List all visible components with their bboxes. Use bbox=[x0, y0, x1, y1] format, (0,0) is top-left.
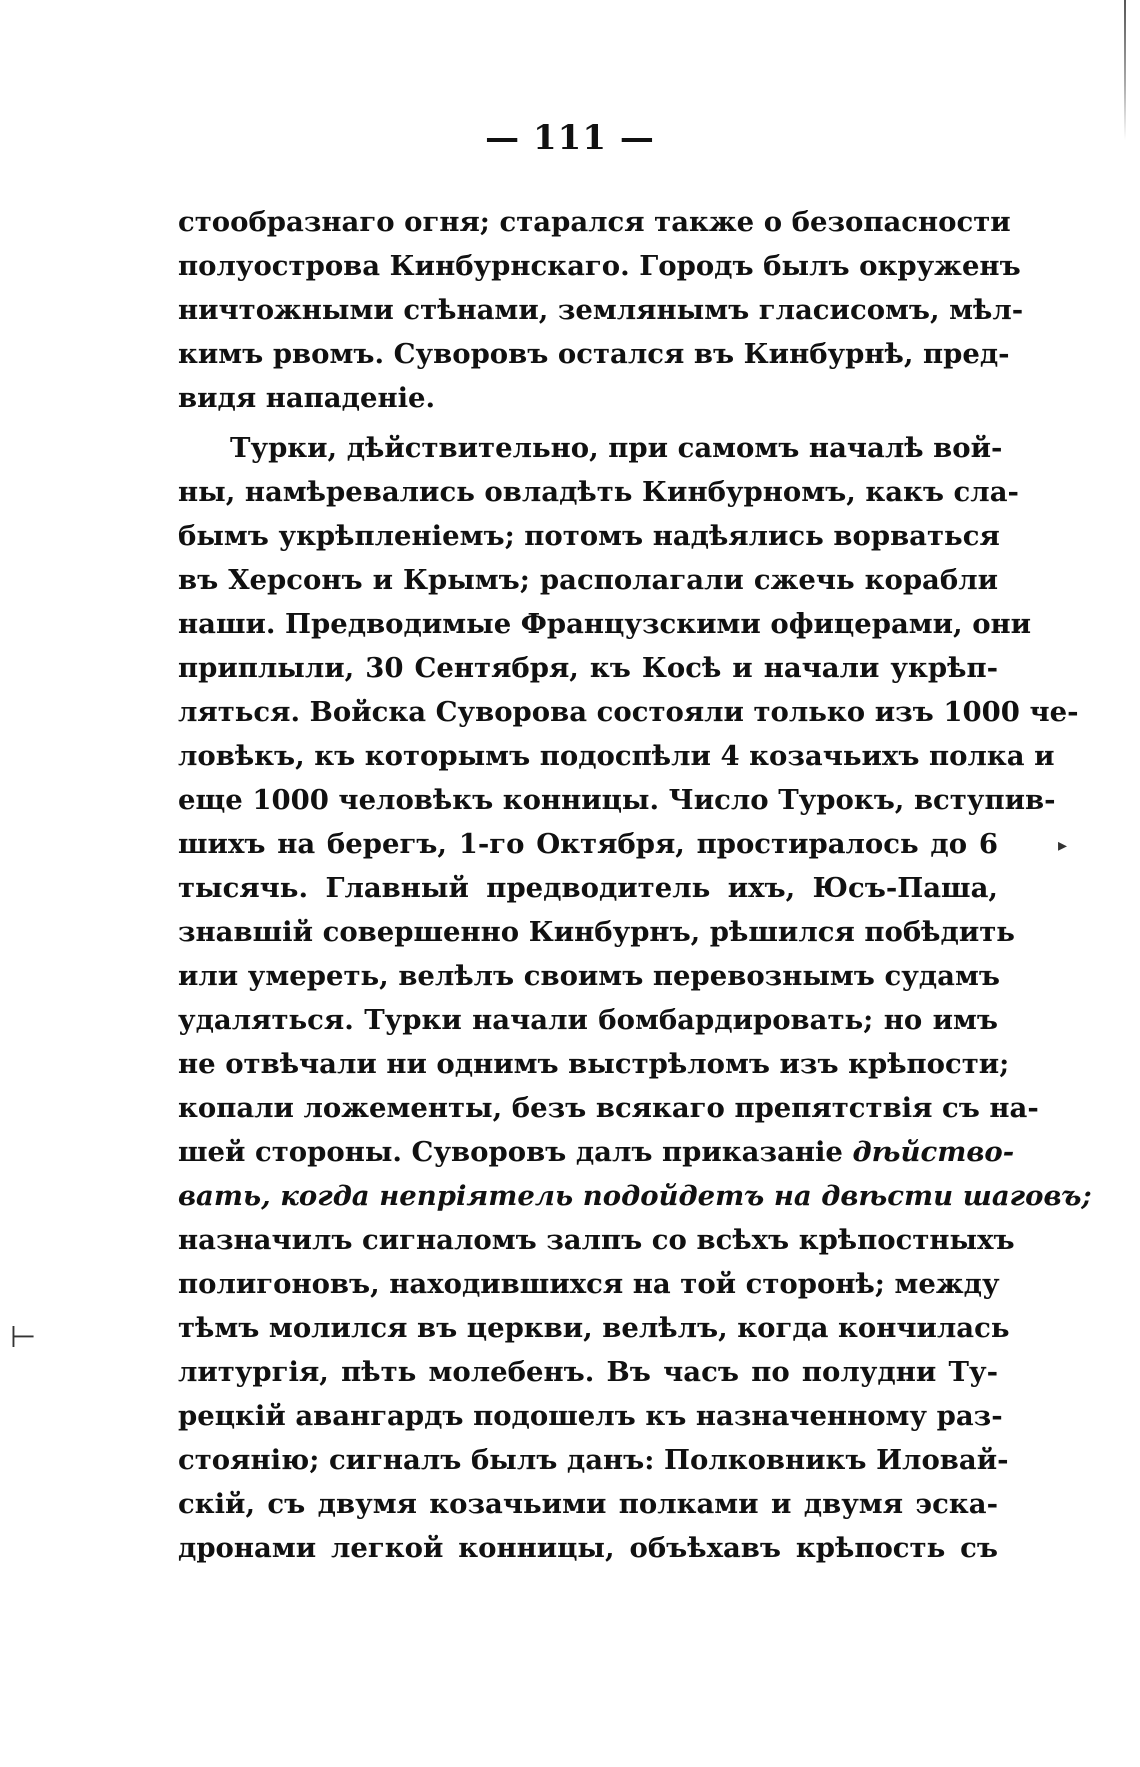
text-line: наши. Предводимые Французскими офицерами, они bbox=[178, 608, 1032, 640]
text-line: или умереть, велѣлъ своимъ перевознымъ судамъ bbox=[178, 960, 1000, 992]
text-line: ляться. Войска Суворова состояли только изъ 1000 че- bbox=[178, 696, 1079, 728]
text-line: бымъ укрѣпленіемъ; потомъ надѣялись ворваться bbox=[178, 520, 1000, 552]
text-line: еще 1000 человѣкъ конницы. Число Турокъ, вступив- bbox=[178, 784, 1056, 816]
margin-dot-mark: ▸ bbox=[1058, 835, 1068, 856]
text-line: копали ложементы, безъ всякаго препятствія съ на- bbox=[178, 1092, 1039, 1124]
italic-line: вать, когда непріятель подойдетъ на двѣсти шаговъ; bbox=[178, 1180, 1092, 1212]
text-line: стоянію; сигналъ былъ данъ: Полковникъ Иловай- bbox=[178, 1444, 1009, 1476]
text-line: стообразнаго огня; старался также о безопасности bbox=[178, 206, 1011, 238]
page-number: — 111 — bbox=[485, 118, 655, 158]
text-fragment: шей стороны. Суворовъ далъ приказаніе bbox=[178, 1136, 843, 1168]
text-line: въ Херсонъ и Крымъ; располагали сжечь корабли bbox=[178, 564, 998, 596]
text-line: полуострова Кинбурнскаго. Городъ былъ окруженъ bbox=[178, 250, 1021, 282]
margin-tick-mark: ⊢ bbox=[10, 1320, 37, 1355]
text-line: знавшій совершенно Кинбурнъ, рѣшился побѣдить bbox=[178, 916, 1015, 948]
text-line: тѣмъ молился въ церкви, велѣлъ, когда кончилась bbox=[178, 1312, 1010, 1344]
text-line: литургія, пѣть молебенъ. Въ часъ по полудни Ту- bbox=[178, 1356, 998, 1388]
text-line: удаляться. Турки начали бомбардировать; но имъ bbox=[178, 1004, 998, 1036]
text-line: полигоновъ, находившихся на той сторонѣ; между bbox=[178, 1268, 1000, 1300]
text-line: назначилъ сигналомъ залпъ со всѣхъ крѣпостныхъ bbox=[178, 1224, 1015, 1256]
text-line: ничтожными стѣнами, землянымъ гласисомъ, мѣл- bbox=[178, 294, 1024, 326]
text-line: ны, намѣревались овладѣть Кинбурномъ, какъ сла- bbox=[178, 476, 1019, 508]
text-line: скій, съ двумя козачьими полками и двумя эска- bbox=[178, 1488, 998, 1520]
text-line: тысячь. Главный предводитель ихъ, Юсъ-Паша, bbox=[178, 872, 998, 904]
text-line: рецкій авангардъ подошелъ къ назначенному раз- bbox=[178, 1400, 1003, 1432]
text-line: приплыли, 30 Сентября, къ Косѣ и начали укрѣп- bbox=[178, 652, 998, 684]
text-line-mixed bbox=[178, 1130, 1015, 1174]
italic-fragment: дѣйство- bbox=[852, 1136, 1015, 1168]
text-line: видя нападеніе. bbox=[178, 382, 436, 414]
body-text bbox=[178, 200, 1092, 1570]
text-line: Турки, дѣйствительно, при самомъ началѣ вой- bbox=[230, 432, 1003, 464]
text-line: шихъ на берегъ, 1-го Октября, простиралось до 6 bbox=[178, 828, 998, 860]
text-line: ловѣкъ, къ которымъ подоспѣли 4 козачьихъ полка и bbox=[178, 740, 1055, 772]
text-line: дронами легкой конницы, объѣхавъ крѣпость съ bbox=[178, 1532, 998, 1564]
text-line: кимъ рвомъ. Суворовъ остался въ Кинбурнѣ, пред- bbox=[178, 338, 1010, 370]
text-line: не отвѣчали ни однимъ выстрѣломъ изъ крѣпости; bbox=[178, 1048, 1010, 1080]
